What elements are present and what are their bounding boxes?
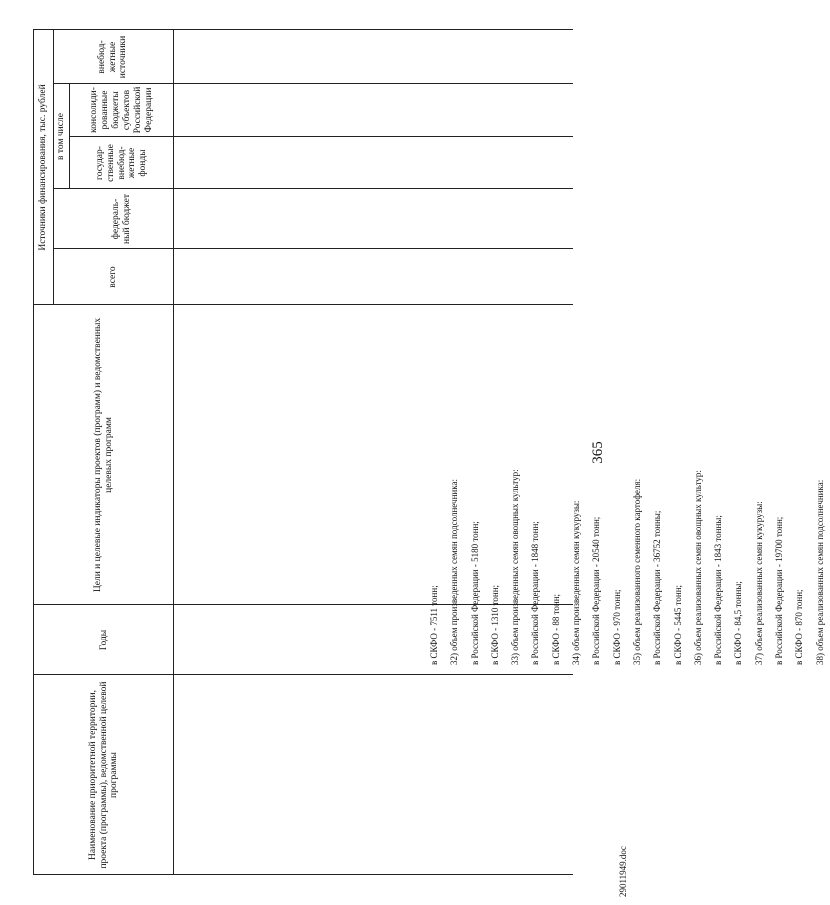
list-item: в СКФО - 7511 тонн; — [429, 585, 439, 665]
list-item: в Российской Федерации - 36752 тонны; — [652, 510, 663, 665]
header-state-funds: государ-ственные внебюд-жетные фонды — [94, 144, 149, 182]
list-item: 35) объем реализованного семенного картофеля: — [631, 478, 642, 665]
header-consolidated-budgets: консолиди-рованные бюджеты субъектов Российской Федерации — [89, 86, 154, 134]
list-item: 37) объем реализованных семян кукурузы: — [753, 501, 764, 665]
header-offbudget-sources: внебюд-жетные источники — [96, 35, 129, 79]
column-divider — [53, 83, 573, 84]
column-divider — [69, 136, 573, 137]
list-item: 34) объем произведенных семян кукурузы: — [571, 500, 582, 665]
column-divider — [33, 674, 573, 675]
list-item: в Российской Федерации - 1848 тонн; — [530, 521, 541, 665]
table-border-top — [33, 30, 34, 875]
list-item: в СКФО - 88 тонн; — [550, 593, 561, 665]
list-item: в СКФО - 870 тонн; — [794, 589, 805, 665]
header-name: Наименование приоритетной территории, проекта (программы), ведомственной целевой программы — [87, 681, 120, 869]
header-total: всего — [107, 266, 118, 288]
list-item: в СКФО - 970 тонн; — [611, 589, 622, 665]
list-item: 32) объем произведенных семян подсолнечника: — [449, 479, 460, 665]
list-item: в Российской Федерации - 5180 тонн; — [469, 521, 480, 665]
table-border-left — [33, 874, 573, 875]
list-item: в СКФО - 1310 тонн; — [489, 584, 500, 665]
header-years: Годы — [98, 629, 109, 651]
table-border-right — [33, 29, 573, 30]
list-item: в СКФО - 5445 тонн; — [672, 584, 683, 665]
list-item: в СКФО - 84,5 тонны; — [733, 581, 744, 665]
list-item: в Российской Федерации - 19700 тонн; — [774, 516, 785, 665]
sources-header-line — [53, 30, 54, 305]
page-number: 365 — [590, 441, 606, 464]
document-code: 29011949.doc — [618, 846, 628, 897]
goals-list — [424, 165, 830, 665]
header-goals: Цели и целевые индикаторы проектов (программ) и ведомственных целевых программ — [93, 317, 114, 593]
header-federal-budget: федераль-ный бюджет — [111, 194, 132, 245]
list-item: 38) объем реализованных семян подсолнечника: — [814, 479, 825, 665]
header-sources: Источники финансирования, тыс. рублей — [38, 84, 49, 251]
header-including: в том числе — [56, 113, 67, 160]
list-item: 33) объем произведенных семян овощных культур: — [510, 469, 521, 665]
list-item: в Российской Федерации - 20540 тонн; — [591, 516, 602, 665]
header-bottom-line — [173, 30, 174, 875]
list-item: 36) объем реализованных семян овощных культур: — [692, 470, 703, 665]
list-item: в Российской Федерации - 1843 тонны; — [713, 515, 724, 665]
